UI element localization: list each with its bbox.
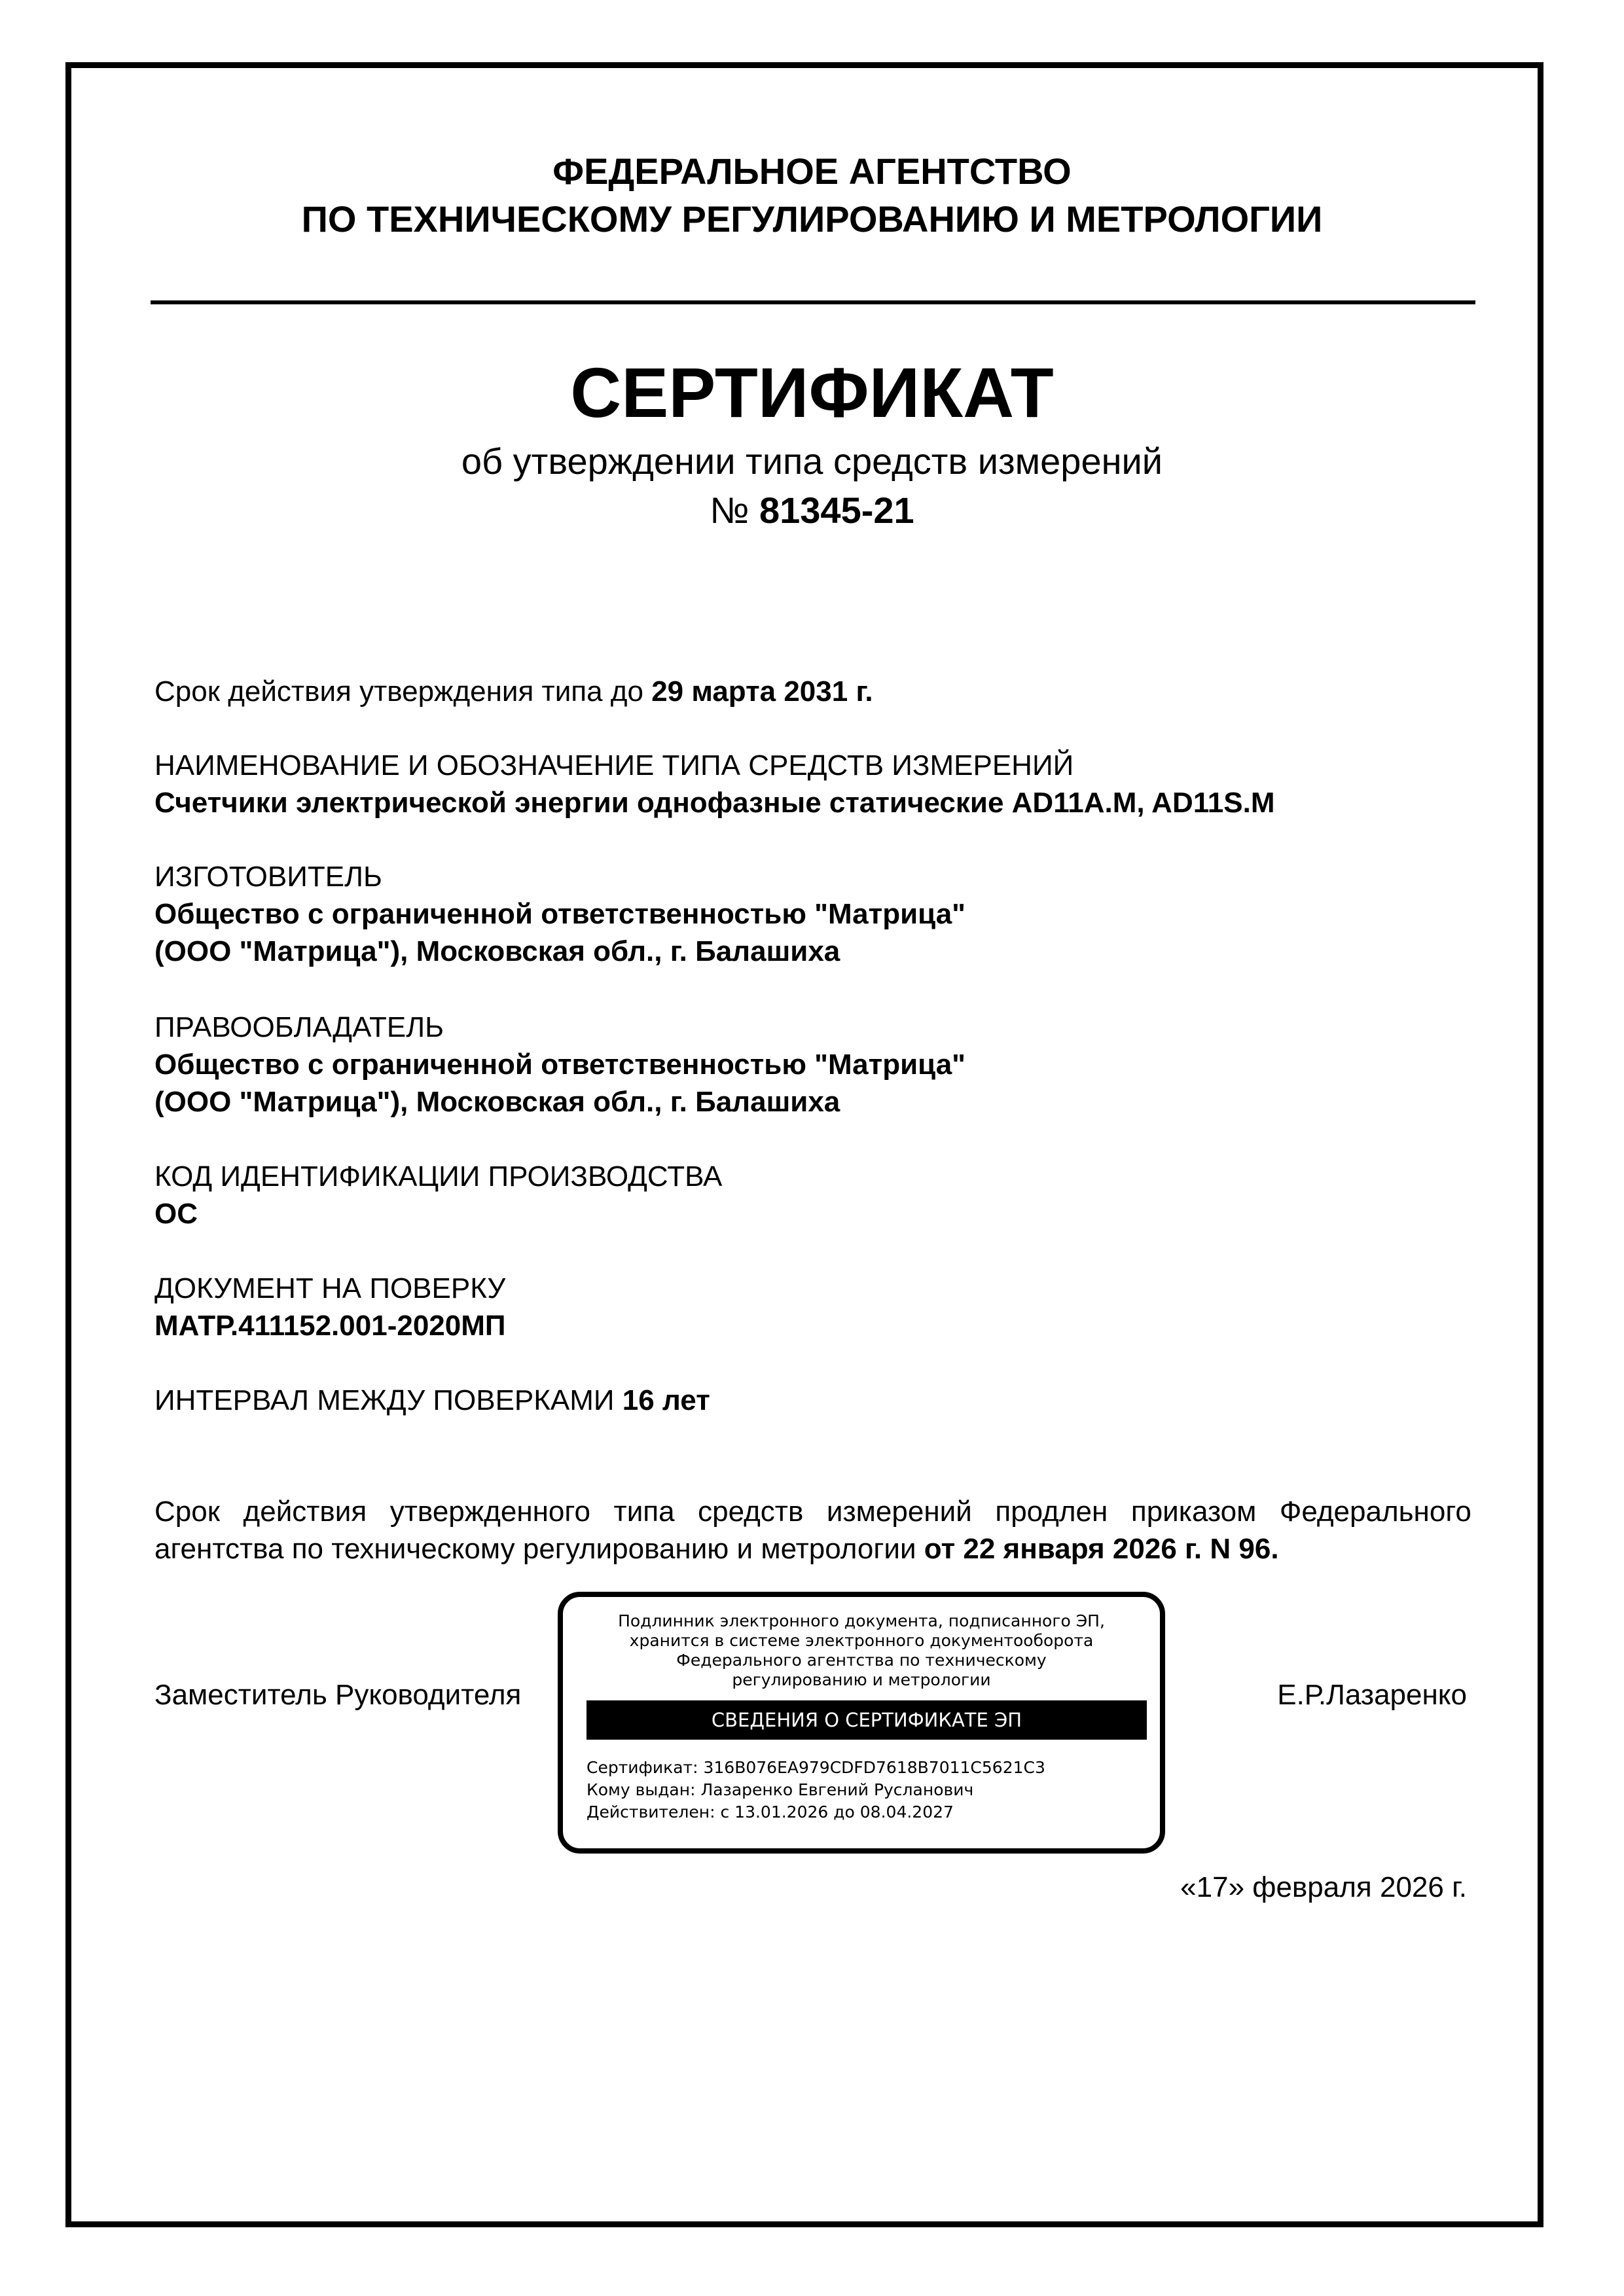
rights-holder-line1: Общество с ограниченной ответственностью "Матрица" xyxy=(154,1049,966,1081)
extension-word: продлен xyxy=(995,1496,1108,1528)
certificate-number xyxy=(0,488,1624,533)
signer-role: Заместитель Руководителя xyxy=(154,1679,522,1711)
certificate-subtitle: об утверждении типа средств измерений xyxy=(461,440,1163,482)
validity-date: 29 марта 2031 г. xyxy=(651,675,873,708)
stamp-issued-to: Кому выдан: Лазаренко Евгений Русланович xyxy=(586,1780,974,1799)
agency-name-line1: ФЕДЕРАЛЬНОЕ АГЕНТСТВО xyxy=(552,151,1072,192)
rights-holder-section xyxy=(154,1009,965,1121)
interval-row xyxy=(154,1382,710,1419)
extension-paragraph xyxy=(154,1493,1471,1568)
extension-word: типа xyxy=(613,1496,675,1528)
extension-word: Федерального xyxy=(1279,1496,1471,1528)
header-divider xyxy=(151,300,1475,304)
stamp-header-line: Федерального агентства по техническому xyxy=(676,1651,1047,1670)
rights-holder-label: ПРАВООБЛАДАТЕЛЬ xyxy=(154,1011,444,1043)
verification-doc-section xyxy=(154,1270,506,1344)
validity-label: Срок действия утверждения типа до xyxy=(154,675,643,708)
extension-word: Срок xyxy=(154,1496,220,1528)
electronic-signature-stamp xyxy=(558,1592,1165,1854)
verification-doc-value: МАТР.411152.001-2020МП xyxy=(154,1310,506,1342)
stamp-details xyxy=(586,1757,1045,1823)
rights-holder-line2: (ООО "Матрица"), Московская обл., г. Балашиха xyxy=(154,1086,840,1118)
extension-order: от 22 января 2026 г. N 96. xyxy=(924,1533,1279,1565)
stamp-header xyxy=(563,1611,1160,1690)
extension-word: действия xyxy=(243,1496,367,1528)
stamp-header-line: Подлинник электронного документа, подписанного ЭП, xyxy=(618,1611,1105,1630)
interval-value: 16 лет xyxy=(622,1384,710,1416)
stamp-title-bar: СВЕДЕНИЯ О СЕРТИФИКАТЕ ЭП xyxy=(586,1700,1147,1740)
manufacturer-line2: (ООО "Матрица"), Московская обл., г. Балашиха xyxy=(154,935,840,967)
stamp-header-line: хранится в системе электронного документооборота xyxy=(629,1631,1094,1650)
manufacturer-section xyxy=(154,858,965,970)
extension-line2-text: агентства по техническому регулированию и метрологии xyxy=(154,1533,916,1565)
certificate-title: СЕРТИФИКАТ xyxy=(570,353,1054,432)
extension-word: утвержденного xyxy=(389,1496,590,1528)
agency-header xyxy=(0,147,1624,243)
production-code-section xyxy=(154,1158,722,1232)
stamp-header-line: регулированию и метрологии xyxy=(732,1670,991,1689)
extension-word: средств xyxy=(698,1496,804,1528)
extension-line2 xyxy=(154,1530,1471,1568)
extension-word: измерений xyxy=(826,1496,972,1528)
production-code-label: КОД ИДЕНТИФИКАЦИИ ПРОИЗВОДСТВА xyxy=(154,1160,723,1193)
interval-label: ИНТЕРВАЛ МЕЖДУ ПОВЕРКАМИ xyxy=(154,1384,615,1416)
production-code-value: ОС xyxy=(154,1198,198,1230)
number-sign: № xyxy=(710,490,749,531)
stamp-certificate-id: Сертификат: 316B076EA979CDFD7618B7011C5621C3 xyxy=(586,1758,1045,1777)
extension-line1 xyxy=(154,1493,1471,1530)
issue-date: «17» февраля 2026 г. xyxy=(1180,1871,1467,1903)
verification-doc-label: ДОКУМЕНТ НА ПОВЕРКУ xyxy=(154,1272,506,1304)
signer-name: Е.Р.Лазаренко xyxy=(1277,1679,1467,1711)
validity-row xyxy=(154,673,873,710)
type-name-label: НАИМЕНОВАНИЕ И ОБОЗНАЧЕНИЕ ТИПА СРЕДСТВ ИЗМЕРЕНИЙ xyxy=(154,749,1074,781)
type-name-section xyxy=(154,747,1274,821)
manufacturer-line1: Общество с ограниченной ответственностью "Матрица" xyxy=(154,898,966,930)
stamp-validity: Действителен: с 13.01.2026 до 08.04.2027 xyxy=(586,1803,954,1821)
manufacturer-label: ИЗГОТОВИТЕЛЬ xyxy=(154,861,382,893)
agency-name-line2: ПО ТЕХНИЧЕСКОМУ РЕГУЛИРОВАНИЮ И МЕТРОЛОГИИ xyxy=(301,198,1323,240)
certificate-number-value: 81345-21 xyxy=(759,490,914,531)
type-name-value: Счетчики электрической энергии однофазные статические AD11A.M, AD11S.M xyxy=(154,787,1275,819)
extension-word: приказом xyxy=(1130,1496,1257,1528)
